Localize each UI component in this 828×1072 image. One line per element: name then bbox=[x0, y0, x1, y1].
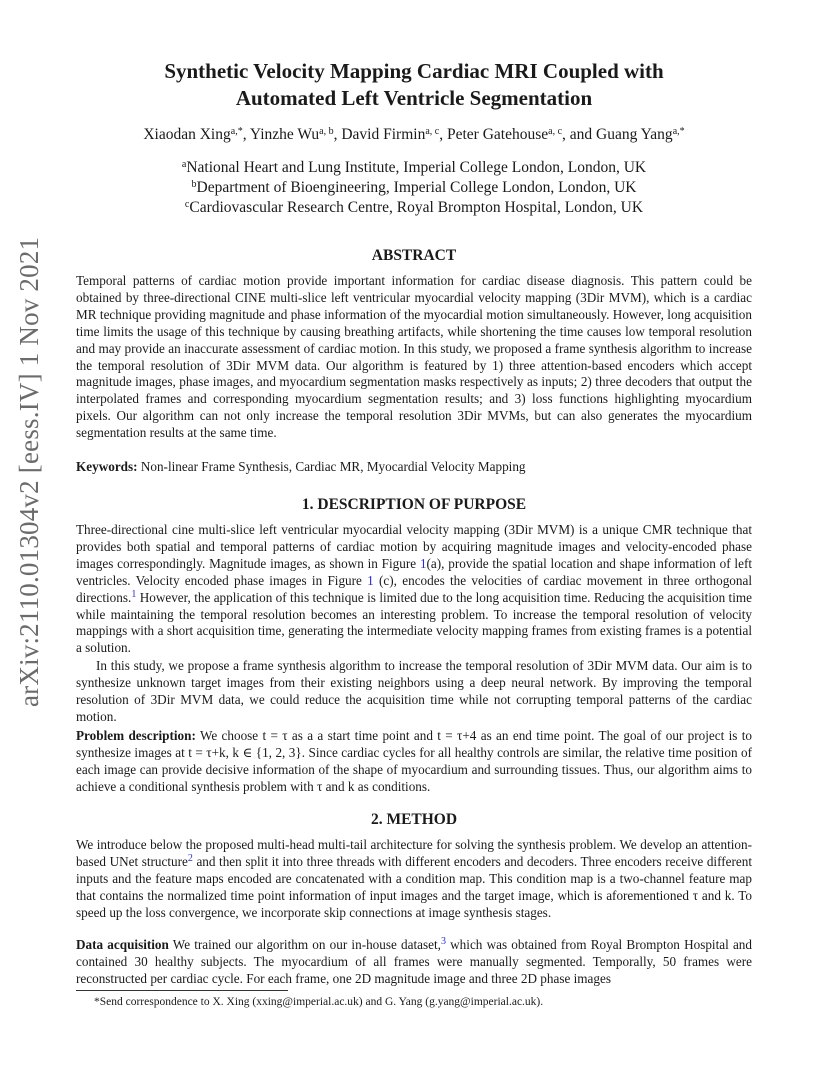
paragraph-text: (c), encodes the velocities of cardiac movement in three orthogonal directions. bbox=[76, 572, 752, 605]
author-name: David Firmin bbox=[341, 126, 426, 143]
purpose-paragraph-1 bbox=[76, 522, 752, 657]
author-separator: , bbox=[333, 126, 342, 143]
title-line-1: Synthetic Velocity Mapping Cardiac MRI Coupled with bbox=[164, 59, 664, 83]
author-name: Xiaodan Xing bbox=[143, 126, 231, 143]
affiliation-item bbox=[100, 158, 728, 178]
affiliation-mark: a bbox=[181, 159, 187, 170]
author-affiliation-mark: a,* bbox=[230, 126, 243, 137]
keywords-line bbox=[76, 459, 752, 476]
figure-link[interactable]: 1 bbox=[367, 572, 374, 588]
author-separator: , bbox=[242, 126, 250, 143]
paragraph-text: Three-directional cine multi-slice left ventricular myocardial velocity mapping (3Dir MVM) is a unique CMR technique that provides both spatial and temporal patterns of cardiac motion by acquiring magnitude images and velocity-encoded phase images correspondingly. Magnitude images, as shown in Figure bbox=[76, 522, 752, 571]
affiliation-text: National Heart and Lung Institute, Imperial College London, London, UK bbox=[186, 159, 647, 176]
affiliation-list bbox=[100, 158, 728, 218]
citation-link[interactable]: 2 bbox=[187, 852, 193, 864]
problem-description-label: Problem description: bbox=[76, 728, 196, 743]
author-final-separator: , and bbox=[562, 126, 597, 143]
author-affiliation-mark: a, c bbox=[425, 126, 440, 137]
author-affiliation-mark: a, c bbox=[548, 126, 563, 137]
author-name: Guang Yang bbox=[596, 126, 673, 143]
affiliation-mark: b bbox=[191, 179, 197, 190]
paragraph-text: which was obtained from Royal Brompton Hospital and contained 30 healthy subjects. The myocardium of all frames were manually segmented. Temporally, 50 frames were reconstructed per cardiac cycle. For each frame, one 2D magnitude image and three 2D phase images bbox=[76, 937, 752, 986]
affiliation-text: Department of Bioengineering, Imperial College London, London, UK bbox=[196, 179, 637, 196]
abstract-body: Temporal patterns of cardiac motion provide important information for cardiac disease diagnosis. This pattern could be obtained by three-directional CINE multi-slice left ventricular myocardial velocity mapping (3Dir MVM), which is a cardiac MR technique providing magnitude and phase information of the myocardial motion simultaneously. However, long acquisition time limits the usage of this technique by causing breathing artifacts, while shortening the time causes low temporal resolution and may provide an inaccurate assessment of cardiac motion. In this study, we proposed a frame synthesis algorithm to increase the temporal resolution of 3Dir MVM data. Our algorithm is featured by 1) three attention-based encoders which accept magnitude images, phase images, and myocardium segmentation masks respectively as inputs; 2) three decoders that output the interpolated frames and corresponding myocardium segmentation results; and 3) loss functions highlighting myocardium pixels. Our algorithm can not only increase the temporal resolution 3Dir MVMs, but can also generates the myocardium segmentation results at the same time. bbox=[76, 273, 752, 441]
author-name: Peter Gatehouse bbox=[446, 126, 549, 143]
citation-link[interactable]: 3 bbox=[440, 936, 446, 947]
paragraph-text: We introduce below the proposed multi-head multi-tail architecture for solving the synthesis problem. We develop an attention-based UNet structure bbox=[76, 837, 752, 869]
paragraph-text: We trained our algorithm on our in-house dataset, bbox=[168, 937, 441, 952]
arxiv-identifier-stamp: arXiv:2110.01304v2 [eess.IV] 1 Nov 2021 bbox=[14, 236, 44, 707]
correspondence-footnote: *Send correspondence to X. Xing (xxing@imperial.ac.uk) and G. Yang (g.yang@imperial.ac.uk). bbox=[94, 996, 544, 1008]
affiliation-item bbox=[100, 178, 728, 198]
author-list bbox=[60, 125, 768, 145]
paragraph-text: We choose t = τ as a a start time point and t = τ+4 as an end time point. The goal of our project is to synthesize images at t = τ+k, k ∈ {1, 2, 3}. Since cardiac cycles for all healthy controls are similar, the relative time position of each image can provide decisive information of the shape of myocardium and surrounding tissues. Thus, our algorithm aims to achieve a conditional synthesis problem with τ and k as conditions. bbox=[76, 728, 752, 794]
author-affiliation-mark: a,* bbox=[672, 126, 685, 137]
paper-title bbox=[80, 58, 748, 112]
keywords-label: Keywords: bbox=[76, 459, 138, 474]
paragraph-text: However, the application of this technique is limited due to the long acquisition time. Reducing the acquisition time while maintaining the temporal resolution becomes an interesting problem. To increase the temporal resolution of velocity mappings with a short acquisition time, generating the intermediate velocity mapping frames from existing frames is a potential a solution. bbox=[76, 589, 752, 656]
abstract-heading: ABSTRACT bbox=[371, 247, 457, 264]
author-separator: , bbox=[439, 126, 447, 143]
section-heading-purpose: 1. DESCRIPTION OF PURPOSE bbox=[301, 496, 527, 513]
figure-link[interactable]: 1 bbox=[419, 555, 427, 571]
data-acquisition-label: Data acquisition bbox=[76, 937, 169, 952]
data-acquisition-paragraph bbox=[76, 937, 752, 988]
problem-description-paragraph bbox=[76, 728, 752, 796]
author-name: Yinzhe Wu bbox=[249, 126, 320, 143]
affiliation-item bbox=[100, 198, 728, 218]
purpose-paragraph-2: In this study, we propose a frame synthesis algorithm to increase the temporal resolution of 3Dir MVM data. Our aim is to synthesize unknown target images from their existing neighbors using a deep neural network. By improving the temporal resolution of 3Dir MVM data, we could reduce the acquisition time while not corrupting temporal patterns of the cardiac motion. bbox=[76, 658, 752, 724]
method-paragraph-1 bbox=[76, 837, 752, 922]
paragraph-text: and then split it into three threads with different encoders and decoders. Three encoders receive different inputs and the feature maps encoded are concatenated with a condition map. This condition map is a two-channel feature map that contains the normalized time point information of input images and the target image, which is aforementioned τ and k. To speed up the loss convergence, we incorporate skip connections at image synthesis stages. bbox=[76, 853, 752, 920]
citation-link[interactable]: 1 bbox=[131, 588, 137, 600]
affiliation-text: Cardiovascular Research Centre, Royal Brompton Hospital, London, UK bbox=[189, 199, 644, 216]
author-affiliation-mark: a, b bbox=[319, 126, 334, 137]
affiliation-mark: c bbox=[184, 199, 190, 210]
paragraph-text: (a), provide the spatial location and shape information of left ventricles. Velocity encoded phase images in Figure bbox=[76, 555, 753, 588]
keywords-text: Non-linear Frame Synthesis, Cardiac MR, Myocardial Velocity Mapping bbox=[137, 459, 526, 474]
section-heading-method: 2. METHOD bbox=[370, 811, 458, 828]
title-line-2: Automated Left Ventricle Segmentation bbox=[235, 86, 593, 110]
footnote-divider bbox=[76, 990, 288, 991]
